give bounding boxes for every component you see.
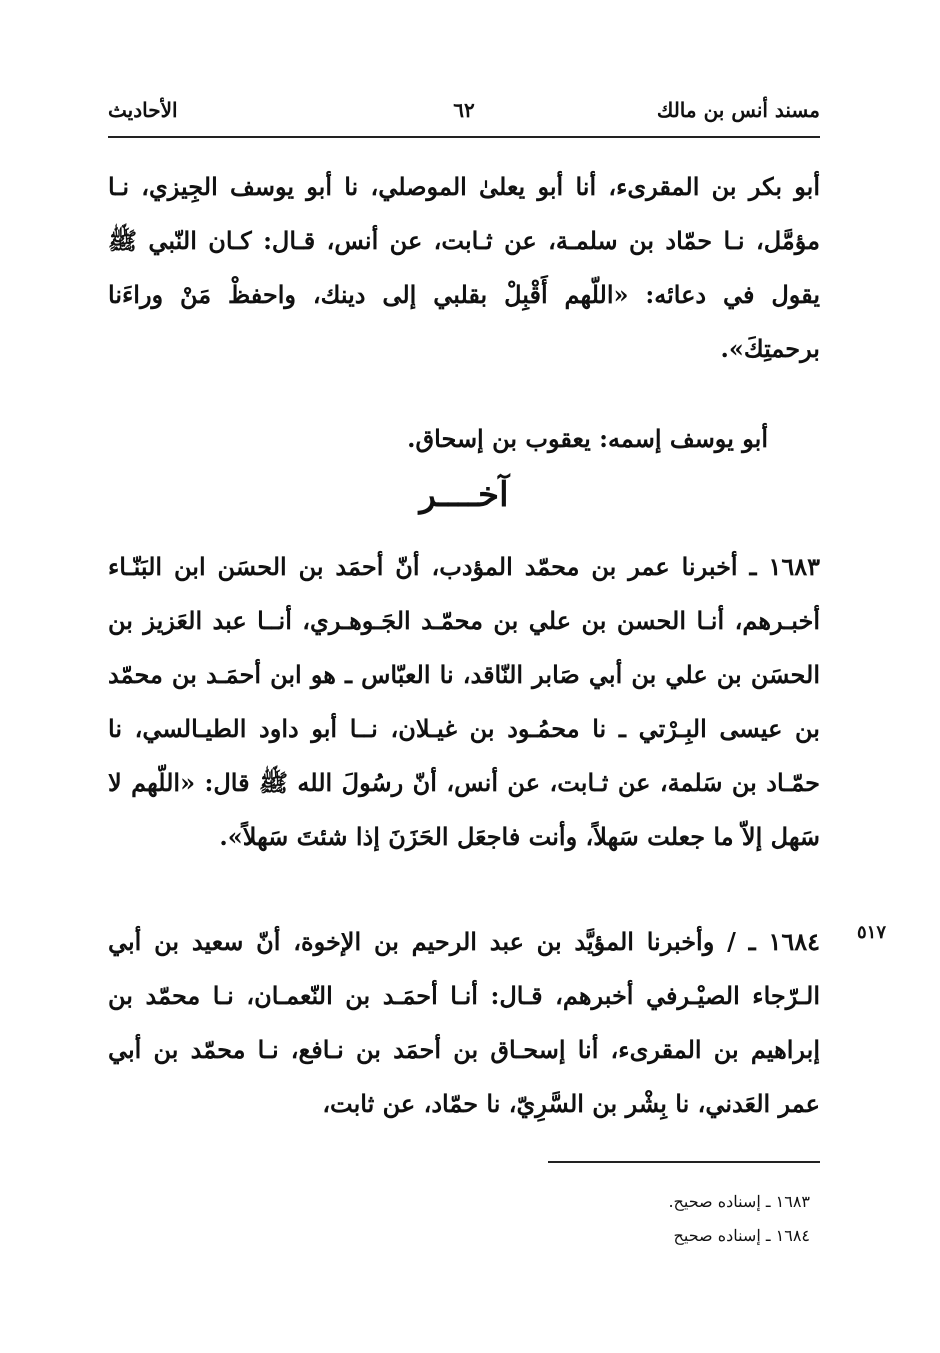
footnote-rule xyxy=(548,1161,820,1163)
section-name: الأحاديث xyxy=(108,98,178,122)
paragraph-note: أبو يوسف إسمه: يعقوب بن إسحاق. xyxy=(407,424,768,453)
hadith-1683: ١٦٨٣ ـ أخبرنا عمر بن محمّد المؤدب، أنّ أحمَد بن الحسَن ابن البَنّـاء أخبـرهم، أنـا الحسن بن علي بن محمّـد الجَـوهـري، أنــا عبد العَزيز بن الحسَن بن علي بن أبي صَابر النّاقد، نا العبّاس ـ هو ابن أحمَـد بن محمّد بن عيسى البِـرْتي ـ نا محمُـود بن غيـلان، نــا أبو داود الطيـالسي، نا حمّـاد بن سَلمة، عن ثـابت، عن أنس، أنّ رسُولَ الله ﷺ قال: «اللّهم لا سَهل إلاّ ما جعلت سَهلاً، وأنت فاجعَل الحَزَنَ إذا شئتَ سَهلاً». xyxy=(108,552,820,851)
header-rule xyxy=(108,136,820,138)
page-header xyxy=(108,98,820,132)
hadith-1684: ١٦٨٤ ـ / وأخبرنا المؤيَّد بن عبد الرحيم بن الإخوة، أنّ سعيد بن أبي الـرّجاء الصيْـرفي أخبرهم، قـال: أنـا أحمَـد بن النّعمـان، نـا محمّد بن إبراهيم بن المقرىء، أنا إسحـاق بن أحمَد بن نـافع، نـا محمّد بن أبي عمر العَدني، نا بِشْر بن السَّرِيّ، نا حمّاد، عن ثابت، xyxy=(108,927,820,1118)
page-number: ٦٢ xyxy=(453,98,475,122)
paragraph-continuation: أبو بكر بن المقرىء، أنا أبو يعلىٰ الموصلي، نا أبو يوسف الجِيزي، نـا مؤمَّل، نـا حمّاد بن سلمـة، عن ثـابت، عن أنس، قـال: كـان النّبي ﷺ يقول في دعائه: «اللّهم أَقْبِلْ بقلبي إلى دينك، واحفظْ مَنْ وراءَنا برحمتِكَ». xyxy=(108,172,820,363)
section-title: آخــــر xyxy=(419,475,509,515)
margin-page-reference: ٥١٧ xyxy=(856,922,886,943)
running-title: مسند أنس بن مالك xyxy=(656,98,820,122)
footnotes xyxy=(400,1185,810,1253)
footnote-item: ١٦٨٣ ـ إسناده صحيح. xyxy=(668,1192,810,1211)
footnote-item: ١٦٨٤ ـ إسناده صحيح xyxy=(673,1226,810,1245)
